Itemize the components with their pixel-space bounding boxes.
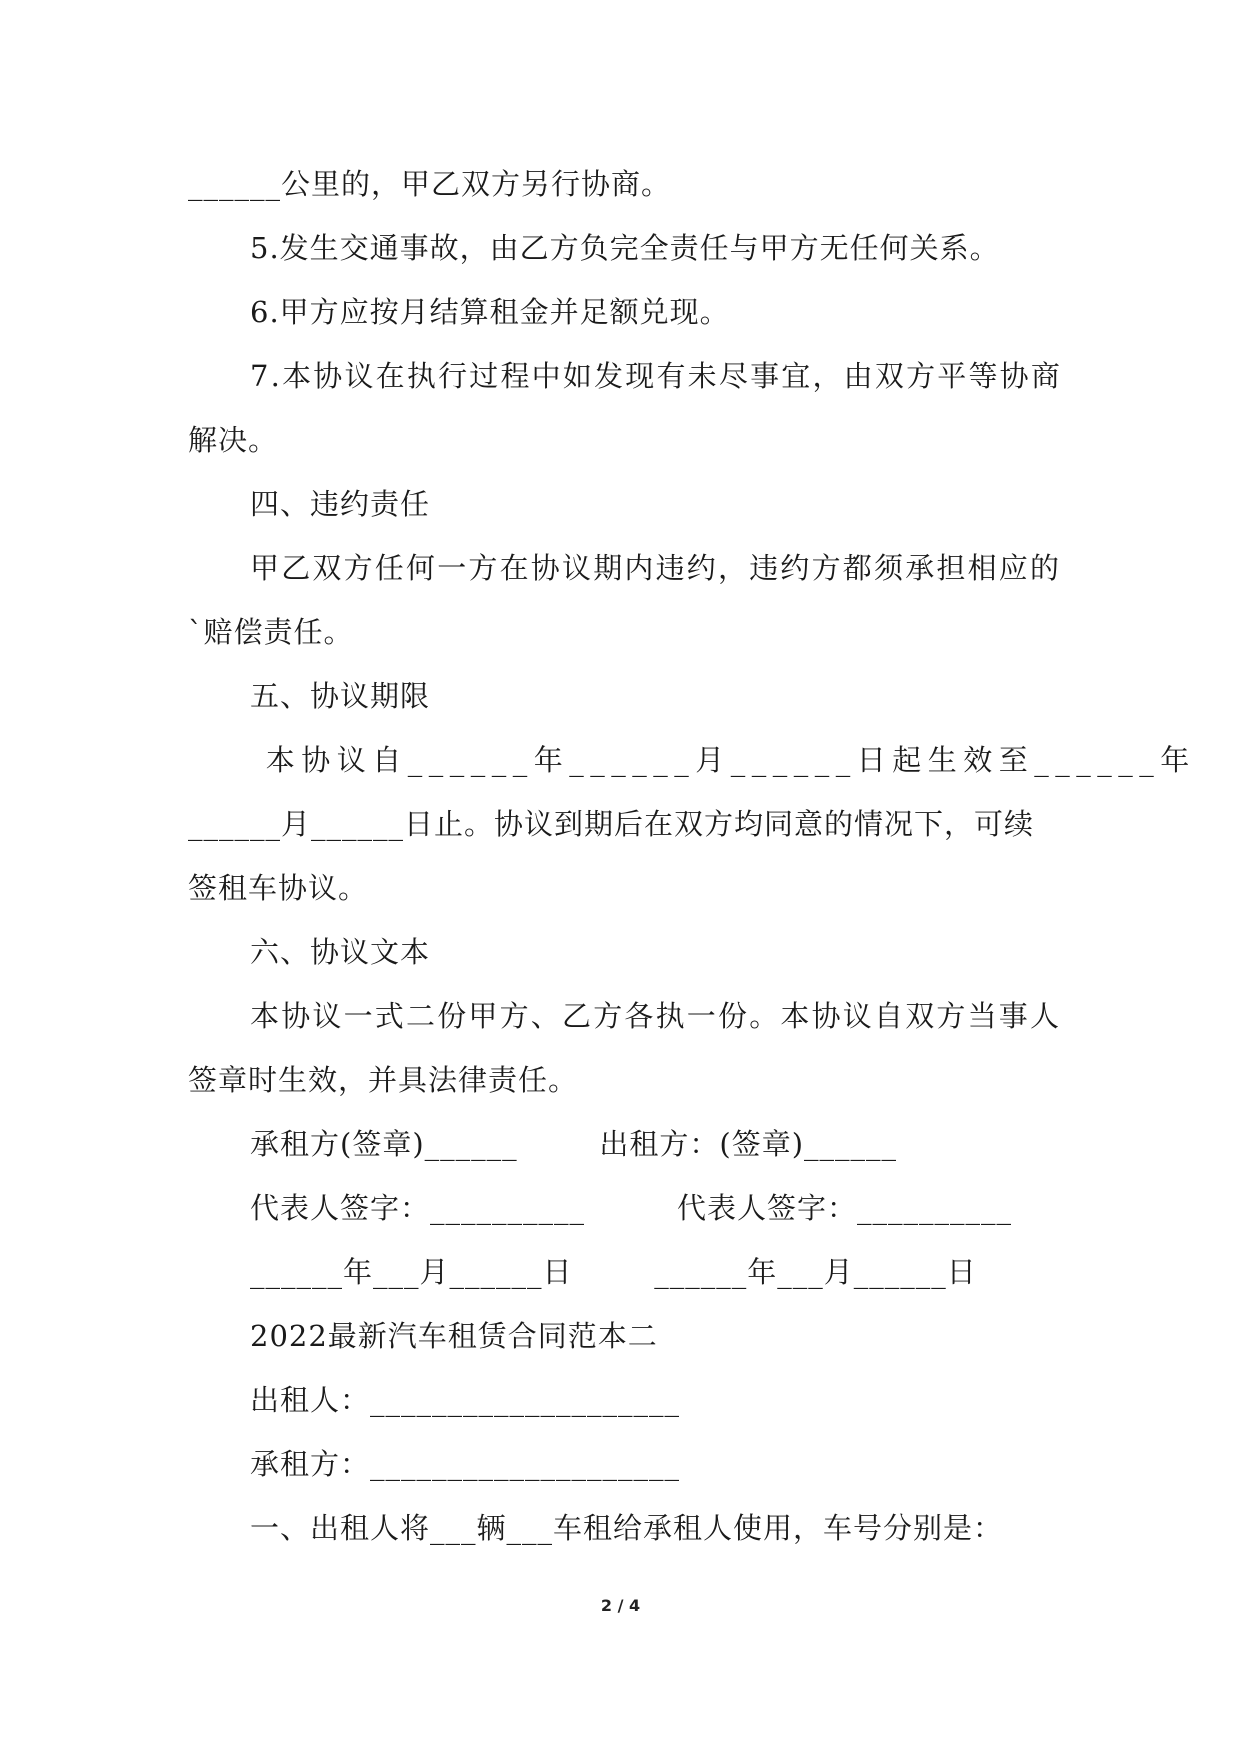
- party-line: 承租方：____________________: [250, 1447, 681, 1481]
- section-heading: 四、违约责任: [250, 487, 431, 521]
- text-line: 本协议自______年______月______日起生效至______年: [250, 743, 1196, 777]
- party-line: 出租人：____________________: [250, 1383, 681, 1417]
- signature-line: 承租方(签章)______ 出租方：(签章)______: [250, 1127, 898, 1161]
- text-line: 7.本协议在执行过程中如发现有未尽事宜，由双方平等协商: [250, 359, 1063, 393]
- text-line: 签租车协议。: [188, 871, 369, 905]
- text-line: 签章时生效，并具法律责任。: [188, 1063, 579, 1097]
- text-line: 5.发生交通事故，由乙方负完全责任与甲方无任何关系。: [250, 231, 1000, 265]
- text-line: ______月______日止。协议到期后在双方均同意的情况下，可续: [188, 807, 1035, 841]
- subtitle: 2022最新汽车租赁合同范本二: [250, 1319, 658, 1353]
- text-line: 6.甲方应按月结算租金并足额兑现。: [250, 295, 730, 329]
- page-number: 2 / 4: [600, 1596, 641, 1615]
- date-line: ______年___月______日 ______年___月______日: [250, 1255, 977, 1289]
- section-heading: 五、协议期限: [250, 679, 431, 713]
- text-line: ______公里的，甲乙双方另行协商。: [188, 167, 672, 201]
- text-line: 本协议一式二份甲方、乙方各执一份。本协议自双方当事人: [250, 999, 1062, 1033]
- text-line: 解决。: [188, 423, 279, 457]
- text-line: 甲乙双方任何一方在协议期内违约，违约方都须承担相应的: [250, 551, 1062, 585]
- section-heading: 六、协议文本: [250, 935, 431, 969]
- signature-line: 代表人签字：__________ 代表人签字：__________: [250, 1191, 1012, 1225]
- text-line: `赔偿责任。: [188, 615, 354, 649]
- text-line: 一、出租人将___辆___车租给承租人使用，车号分别是：: [250, 1511, 1004, 1545]
